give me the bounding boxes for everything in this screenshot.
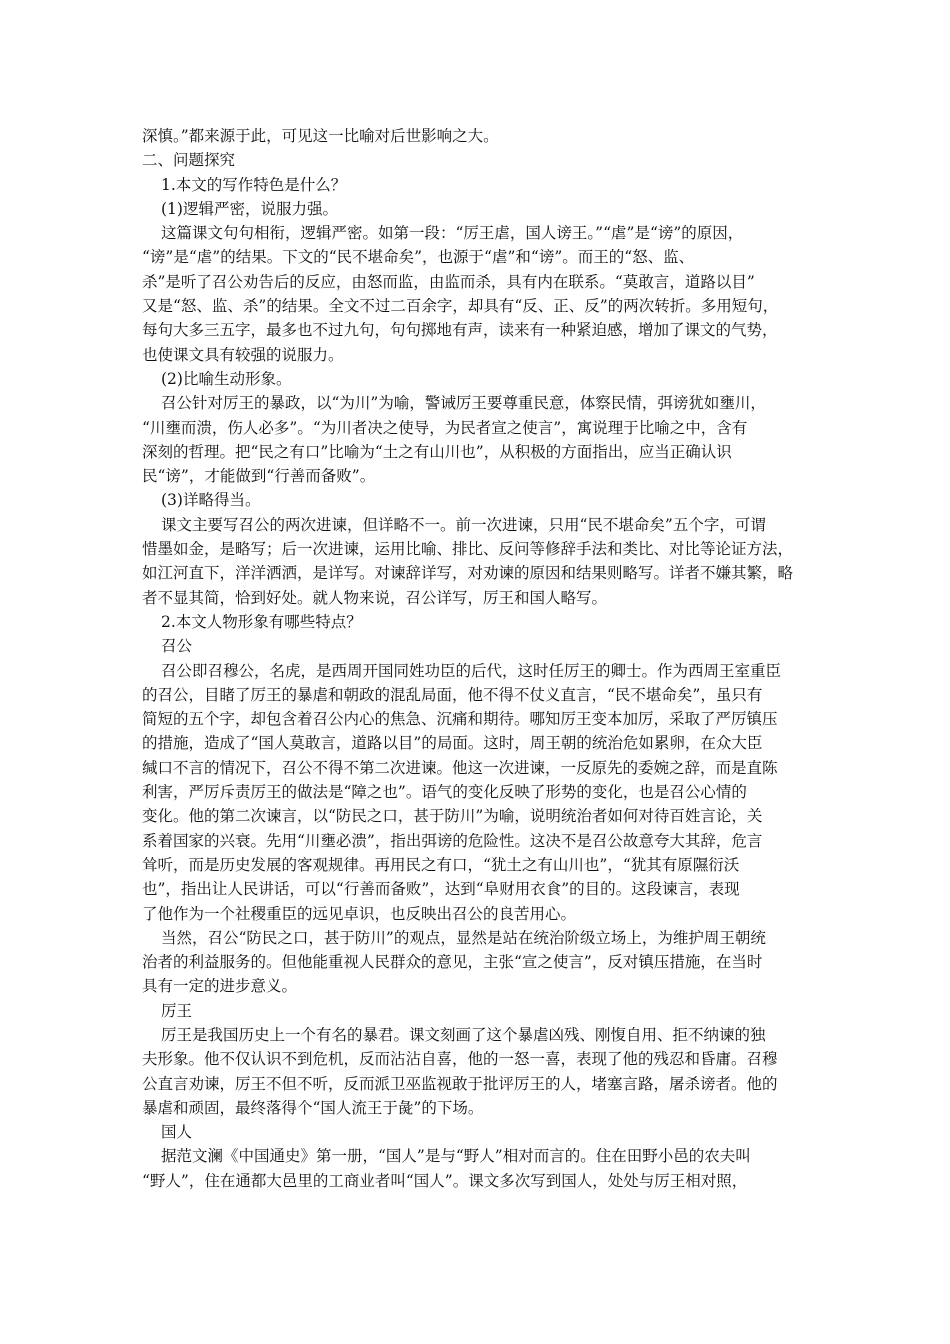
document-page (142, 124, 810, 1193)
text-line: (3)详略得当。 (161, 491, 261, 510)
text-line: 1.本文的写作特色是什么？ (161, 175, 347, 194)
text-line: 杀”是听了召公劝告后的反应，由怒而监，由监而杀，具有内在联系。“莫敢言，道路以目” (142, 272, 755, 291)
text-line: 的召公，目睹了厉王的暴虐和朝政的混乱局面，他不得不仗义直言，“民不堪命矣”，虽只有 (142, 685, 763, 704)
text-line: 者不显其简，恰到好处。就人物来说，召公详写，厉王和国人略写。 (142, 588, 608, 607)
text-line: 当然，召公“防民之口，甚于防川”的观点，显然是站在统治阶级立场上，为维护周王朝统 (161, 928, 766, 947)
text-line: 民“谤”，才能做到“行善而备败”。 (142, 467, 376, 486)
text-line: 深刻的哲理。把“民之有口”比喻为“土之有山川也”，从积极的方面指出，应当正确认识 (142, 442, 732, 461)
text-line: 暴虐和顽固，最终落得个“国人流王于彘”的下场。 (142, 1098, 484, 1117)
text-line: 2.本文人物形象有哪些特点？ (161, 612, 362, 631)
text-line: 二、问题探究 (142, 151, 236, 170)
text-line: 如江河直下，洋洋洒洒，是详写。对谏辞详写，对劝谏的原因和结果则略写。详者不嫌其繁，略 (142, 564, 794, 583)
text-line: 变化。他的第二次谏言，以“防民之口，甚于防川”为喻，说明统治者如何对待百姓言论，关 (142, 807, 763, 826)
text-line: 缄口不言的情况下，召公不得不第二次进谏。他这一次进谏，一反原先的委婉之辞，而是直陈 (142, 758, 778, 777)
text-line: “野人”，住在通都大邑里的工商业者叫“国人”。课文多次写到国人，处处与厉王相对照， (142, 1171, 748, 1190)
text-line: 深慎。”都来源于此，可见这一比喻对后世影响之大。 (142, 127, 499, 145)
text-line: 治者的利益服务的。但他能重视人民群众的意见，主张“宣之使言”，反对镇压措施，在当时 (142, 953, 763, 972)
text-line: 又是“怒、监、杀”的结果。全文不过二百余字，却具有“反、正、反”的两次转折。多用短句， (142, 297, 779, 316)
text-line: 国人 (161, 1123, 193, 1142)
text-line: 课文主要写召公的两次进谏，但详略不一。前一次进谏，只用“民不堪命矣”五个字，可谓 (161, 515, 766, 534)
text-line: “谤”是“虐”的结果。下文的“民不堪命矣”，也源于“虐”和“谤”。而王的“怒、监、 (142, 248, 695, 267)
text-line: 每句大多三五字，最多也不过九句，句句掷地有声，读来有一种紧迫感，增加了课文的气势， (142, 321, 778, 340)
text-line: 了他作为一个社稷重臣的远见卓识，也反映出召公的良苦用心。 (142, 904, 577, 923)
text-line: 召公针对厉王的暴政，以“为川”为喻，警诫厉王要尊重民意，体察民情，弭谤犹如壅川， (161, 394, 766, 413)
text-line: (1)逻辑严密，说服力强。 (161, 199, 338, 218)
text-line: “川壅而溃，伤人必多”。“为川者决之使导，为民者宣之使言”，寓说理于比喻之中，含有 (142, 418, 748, 437)
text-line: 简短的五个字，却包含着召公内心的焦急、沉痛和期待。哪知厉王变本加厉，采取了严厉镇压 (142, 710, 778, 729)
text-line: 的措施，造成了“国人莫敢言，道路以目”的局面。这时，周王朝的统治危如累卵，在众大臣 (142, 734, 763, 753)
text-line: 惜墨如金，是略写；后一次进谏，运用比喻、排比、反问等修辞手法和类比、对比等论证方法， (142, 540, 794, 559)
text-line: 据范文澜《中国通史》第一册，“国人”是与“野人”相对而言的。住在田野小邑的农夫叫 (161, 1147, 751, 1166)
text-line: 系着国家的兴衰。先用“川壅必溃”，指出弭谤的危险性。这决不是召公故意夸大其辞，危言 (142, 831, 763, 850)
text-line: 具有一定的进步意义。 (142, 977, 298, 996)
text-line: 厉王是我国历史上一个有名的暴君。课文刻画了这个暴虐凶残、刚愎自用、拒不纳谏的独 (161, 1025, 766, 1044)
text-line: 利害，严厉斥责厉王的做法是“障之也”。语气的变化反映了形势的变化，也是召公心情的 (142, 783, 747, 802)
text-line: 召公即召穆公，名虎，是西周开国同姓功臣的后代，这时任厉王的卿士。作为西周王室重臣 (161, 661, 782, 680)
text-line: 召公 (161, 637, 193, 656)
text-line: 这篇课文句句相衔，逻辑严密。如第一段：“厉王虐，国人谤王。”“虐”是“谤”的原因， (161, 224, 744, 243)
text-line: 也使课文具有较强的说服力。 (142, 345, 344, 364)
text-line: (2)比喻生动形象。 (161, 369, 292, 388)
text-line: 厉王 (161, 1001, 193, 1020)
text-line: 夫形象。他不仅认识不到危机，反而沾沾自喜，他的一怒一喜，表现了他的残忍和昏庸。召穆 (142, 1050, 778, 1069)
text-line: 公直言劝谏，厉王不但不听，反而派卫巫监视敢于批评厉王的人，堵塞言路，屠杀谤者。他的 (142, 1074, 778, 1093)
text-line: 也”，指出让人民讲话，可以“行善而备败”，达到“阜财用衣食”的目的。这段谏言，表现 (142, 880, 740, 899)
text-line: 耸听，而是历史发展的客观规律。再用民之有口，“犹土之有山川也”，“犹其有原隰衍沃 (142, 855, 740, 874)
